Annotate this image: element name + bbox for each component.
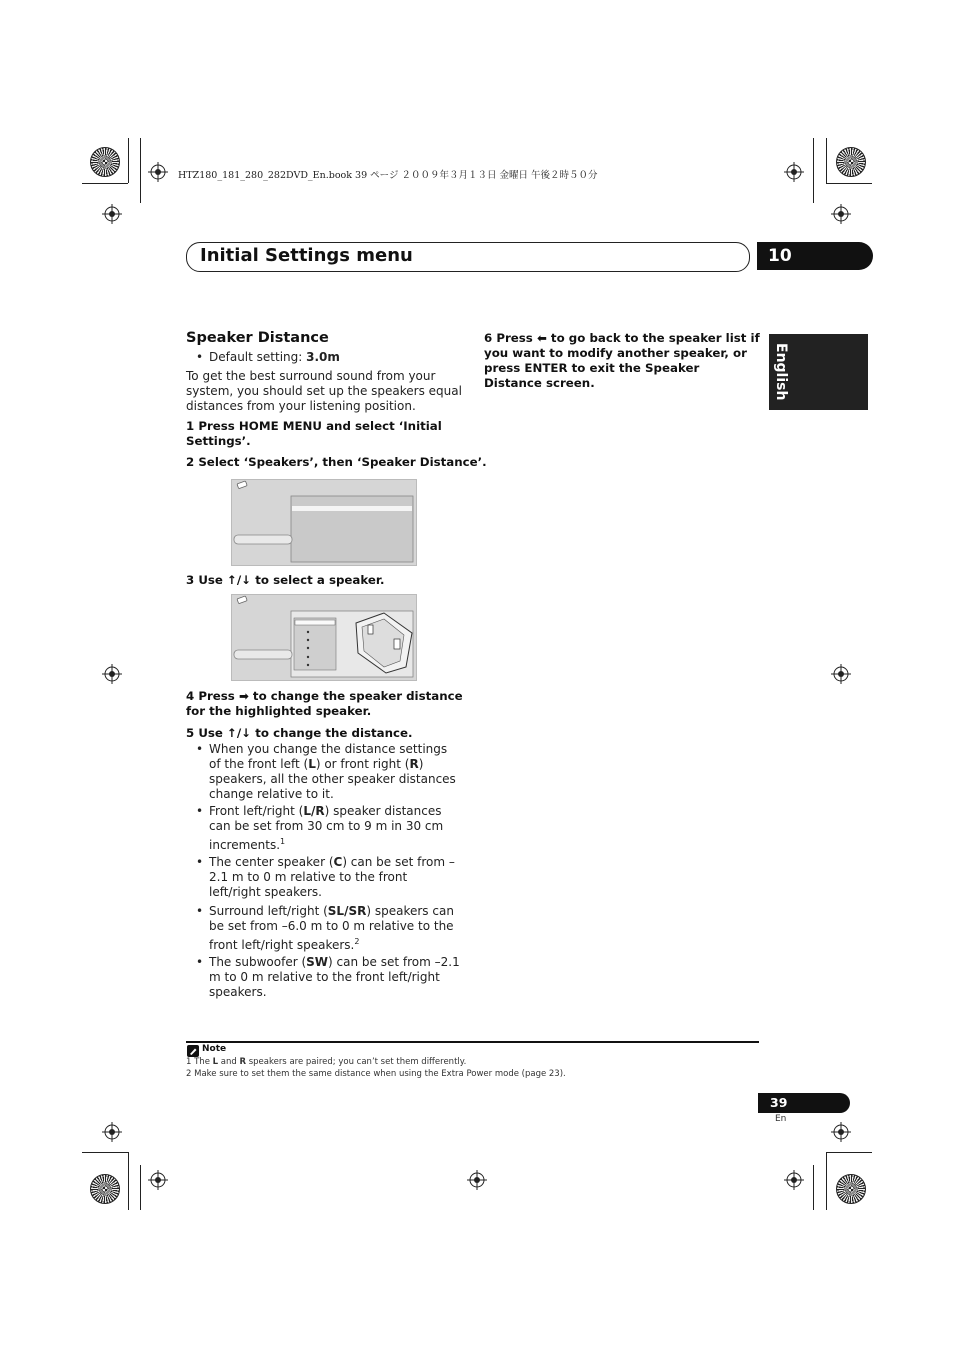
registration-rosette-icon (836, 1174, 866, 1204)
registration-crosshair-icon (784, 162, 804, 182)
right-arrow-icon: ➡ (238, 689, 249, 703)
bullet-mark: • (196, 855, 204, 869)
crop-mark (826, 183, 872, 184)
bullet-bold: / (311, 804, 316, 818)
step-3-text-b: to select a speaker. (251, 573, 385, 587)
bullet-text: Surround left/right ( (209, 904, 328, 918)
registration-crosshair-icon (148, 1170, 168, 1190)
up-arrow-icon: ↑ (227, 726, 237, 740)
bullet-bold: R (315, 804, 325, 818)
crop-mark (140, 138, 141, 203)
step-4-text-b: to change the speaker distance for the highlighted speaker. (186, 689, 463, 718)
footnote-ref: 2 (354, 937, 360, 946)
page-title: Initial Settings menu (200, 245, 413, 266)
bullet-text: Front left/right ( (209, 804, 304, 818)
language-tab-label-wrap (769, 334, 793, 410)
step-5-text-a: 5 Use (186, 726, 228, 740)
default-value: 3.0m (306, 350, 340, 364)
section-heading: Speaker Distance (186, 330, 329, 346)
footnote-ref: 1 (280, 837, 286, 846)
note-label: Note (202, 1044, 227, 1054)
intro-paragraph: To get the best surround sound from your system, you should set up the speakers equal distances from your listening position. (186, 369, 462, 413)
bullet-bold: SL (327, 904, 345, 918)
language-tab-label: English (773, 343, 789, 401)
bullet-bold: SR (348, 904, 367, 918)
footnote-1 (186, 1057, 466, 1068)
bullet-text: The center speaker ( (209, 855, 334, 869)
page-language: En (775, 1114, 787, 1124)
crop-mark (128, 138, 129, 183)
registration-crosshair-icon (784, 1170, 804, 1190)
down-arrow-icon: ↓ (241, 573, 252, 587)
note-text: 1 The (186, 1057, 213, 1067)
chapter-number: 10 (768, 246, 792, 266)
step-5-text-b: to change the distance. (251, 726, 413, 740)
note-pencil-icon (187, 1045, 199, 1057)
book-header: HTZ180_181_280_282DVD_En.book 39 ページ ２００９年３月１３日 金曜日 午後２時５０分 (178, 170, 598, 181)
bullet-mark: • (196, 804, 204, 818)
bullet-mark: • (196, 742, 204, 756)
note-divider (186, 1041, 759, 1043)
registration-crosshair-icon (102, 1122, 122, 1142)
crop-mark (140, 1165, 141, 1210)
crop-mark (813, 1165, 814, 1210)
bullet-bold: L (303, 804, 311, 818)
registration-crosshair-icon (831, 1122, 851, 1142)
bullet-text: ) speaker distances can be set from 30 cm to 9 m in 30 cm increments. (209, 804, 444, 852)
crop-mark (826, 1152, 827, 1210)
registration-crosshair-icon (831, 204, 851, 224)
bullet-text: ) speakers can be set from –6.0 m to 0 m relative to the front left/right speakers. (209, 904, 454, 952)
step-4 (186, 689, 466, 719)
bullet-text: When you change the distance settings of the front left ( (209, 742, 448, 771)
step-6 (484, 331, 760, 391)
registration-rosette-icon (836, 147, 866, 177)
bullet-bold: SW (306, 955, 329, 969)
crop-mark (82, 1152, 128, 1153)
crop-mark (813, 138, 814, 203)
step-5 (186, 726, 413, 741)
registration-crosshair-icon (102, 664, 122, 684)
bullet-text: ) can be set from –2.1 m to 0 m relative to the front left/right speakers. (209, 955, 460, 999)
bullet-bold: R (409, 757, 419, 771)
menu-screenshot-2 (231, 594, 417, 681)
bullet-mark: • (196, 904, 204, 918)
up-arrow-icon: ↑ (227, 573, 237, 587)
slash: / (236, 726, 242, 740)
registration-rosette-icon (90, 1174, 120, 1204)
note-bold: R (239, 1057, 246, 1067)
crop-mark (82, 183, 128, 184)
registration-crosshair-icon (148, 162, 168, 182)
registration-rosette-icon (90, 147, 120, 177)
registration-crosshair-icon (831, 664, 851, 684)
step-6-text-a: 6 Press (484, 331, 537, 345)
step-3-text-a: 3 Use (186, 573, 228, 587)
step-1: 1 Press HOME MENU and select ‘Initial Settings’. (186, 419, 442, 448)
note-text: speakers are paired; you can’t set them differently. (246, 1057, 467, 1067)
bullet-text: The subwoofer ( (209, 955, 307, 969)
default-label: Default setting: (209, 350, 307, 364)
note-text: and (218, 1057, 240, 1067)
bullet-bold: L (308, 757, 316, 771)
crop-mark (128, 1152, 129, 1210)
step-2: 2 Select ‘Speakers’, then ‘Speaker Distance’. (186, 455, 487, 469)
step-4-text-a: 4 Press (186, 689, 239, 703)
down-arrow-icon: ↓ (241, 726, 252, 740)
bullet-mark: • (196, 955, 204, 969)
registration-crosshair-icon (467, 1170, 487, 1190)
menu-screenshot-1-art (232, 480, 416, 565)
left-arrow-icon: ⬅ (536, 331, 547, 345)
step-3 (186, 573, 385, 588)
slash: / (236, 573, 242, 587)
menu-screenshot-2-art (232, 595, 416, 680)
bullet-text: ) speakers, all the other speaker distances change relative to it. (209, 757, 456, 801)
bullet-bold: / (344, 904, 349, 918)
note-bold: L (212, 1057, 219, 1067)
bullet-mark: • (196, 350, 204, 364)
step-6-text-b: to go back to the speaker list if you want to modify another speaker, or press ENTER to exit the Speaker Distance screen. (484, 331, 760, 390)
page-number: 39 (770, 1095, 788, 1110)
registration-crosshair-icon (102, 204, 122, 224)
footnote-2: 2 Make sure to set them the same distance when using the Extra Power mode (page 23). (186, 1069, 566, 1079)
bullet-text: ) or front right ( (315, 757, 410, 771)
menu-screenshot-1 (231, 479, 417, 566)
bullet-bold: C (333, 855, 343, 869)
crop-mark (826, 138, 827, 183)
crop-mark (826, 1152, 872, 1153)
bullet-text: ) can be set from –2.1 m to 0 m relative to the front left/right speakers. (209, 855, 455, 899)
